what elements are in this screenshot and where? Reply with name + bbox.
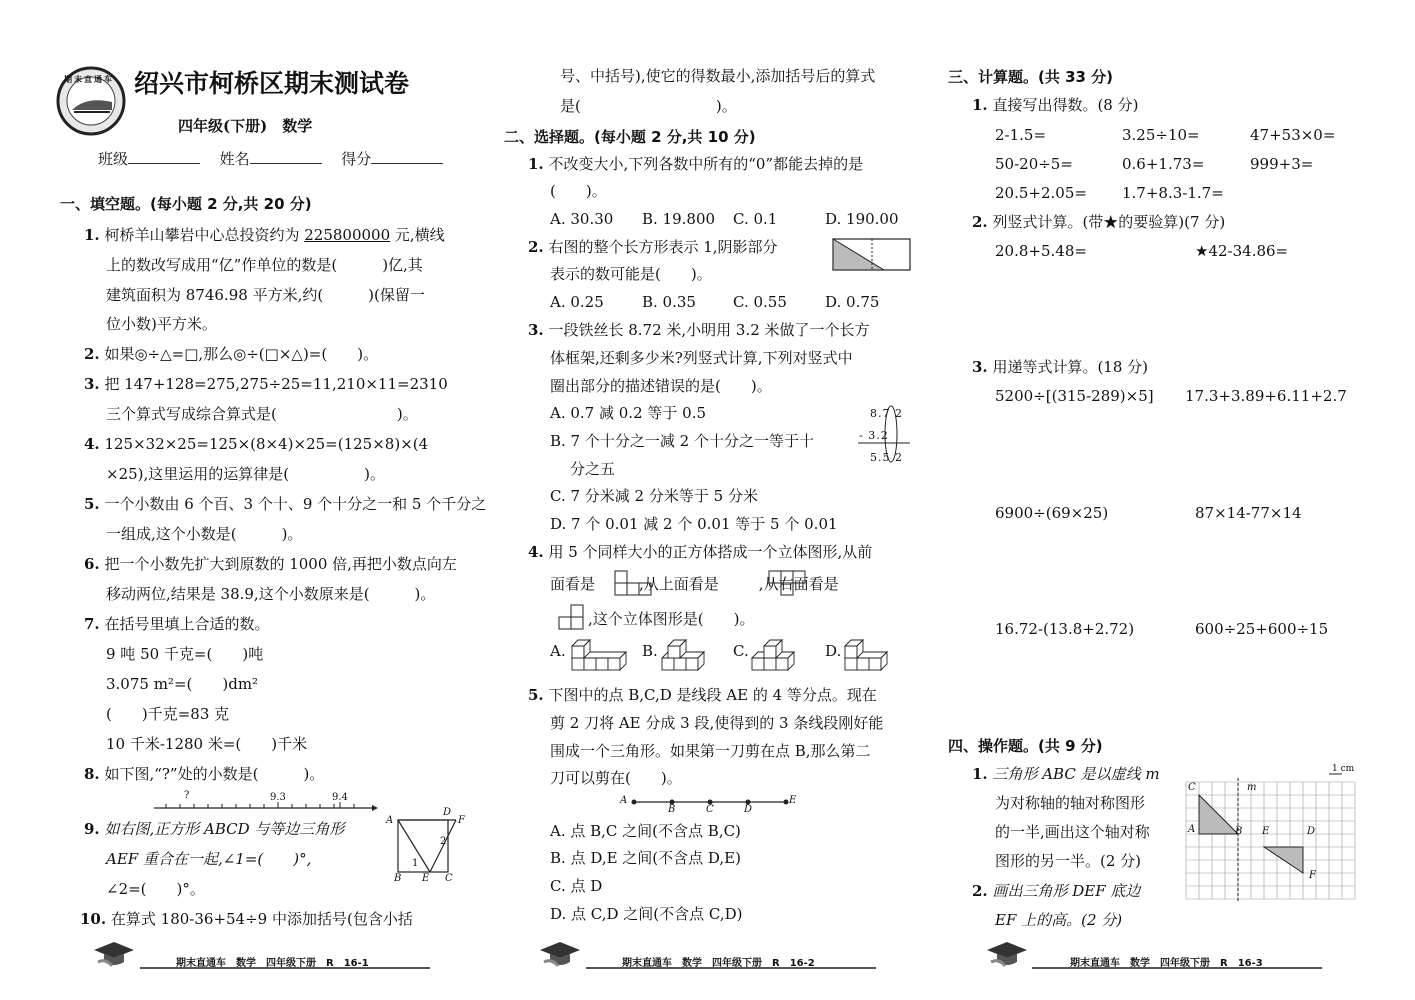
c1-item-1: 2-1.5= bbox=[995, 126, 1047, 144]
cube-option-b-icon[interactable] bbox=[660, 640, 706, 674]
footer-page1: 期末直通车 数学 四年级下册 R 16-1 bbox=[176, 958, 369, 969]
q2-1-opt-a[interactable]: A. 30.30 bbox=[550, 210, 614, 228]
c3-item-1: 5200÷[(315-289)×5] bbox=[995, 387, 1154, 405]
section4-heading: 四、操作题。(共 9 分) bbox=[948, 737, 1103, 755]
q2-4-opt-a[interactable]: A. bbox=[550, 642, 566, 660]
fig-label-A: A bbox=[386, 815, 394, 826]
calc-row-1: 8.7 2 bbox=[870, 407, 903, 420]
class-label: 班级 bbox=[98, 150, 129, 168]
fig-label-angle1: 1 bbox=[412, 858, 419, 869]
q2-1: 1. 不改变大小,下列各数中所有的“0”都能去掉的是 bbox=[528, 155, 864, 173]
score-field[interactable] bbox=[371, 163, 443, 164]
q2-4-line2: 面看是 ,从上面看是 ,从右面看是 bbox=[550, 575, 839, 593]
q1-line3: 建筑面积为 8746.98 平方米,约( )(保留一 bbox=[106, 286, 425, 304]
q2-3-line2: 体框架,还剩多少米?列竖式计算,下列对竖式中 bbox=[550, 349, 853, 367]
q1-2: 2. 如果◎÷△=□,那么◎÷(□×△)=( )。 bbox=[84, 345, 379, 363]
q1-4: 4. 125×32×25=125×(8×4)×25=(125×8)×(4 bbox=[84, 435, 429, 453]
c1-item-4: 50-20÷5= bbox=[995, 155, 1073, 173]
c3-item-3: 6900÷(69×25) bbox=[995, 504, 1109, 522]
o-2: 2. 画出三角形 DEF 底边 bbox=[972, 882, 1141, 900]
q1-5-line2: 一组成,这个小数是( )。 bbox=[106, 525, 303, 543]
logo-text: 期末直通车 bbox=[64, 74, 114, 84]
section2-heading: 二、选择题。(每小题 2 分,共 10 分) bbox=[504, 128, 756, 146]
c1-item-3: 47+53×0= bbox=[1250, 126, 1336, 144]
q2-4: 4. 用 5 个同样大小的正方体搭成一个立体图形,从前 bbox=[528, 543, 873, 561]
q1-3-line2: 三个算式写成综合算式是( )。 bbox=[106, 405, 418, 423]
q2-5-opt-c[interactable]: C. 点 D bbox=[550, 877, 603, 895]
triangle-abc bbox=[1199, 795, 1238, 834]
c-2: 2. 列竖式计算。(带★的要验算)(7 分) bbox=[972, 213, 1226, 231]
subtitle: 四年级(下册) 数学 bbox=[178, 117, 313, 135]
calc-row-3: 5.5 2 bbox=[870, 451, 903, 464]
fig-label-B: B bbox=[394, 873, 402, 884]
q2-1-opt-c[interactable]: C. 0.1 bbox=[733, 210, 778, 228]
c3-item-5: 16.72-(13.8+2.72) bbox=[995, 620, 1135, 638]
mortarboard-icon bbox=[538, 940, 582, 970]
q1-10-line3: 是( )。 bbox=[560, 97, 737, 115]
q2-1-opt-b[interactable]: B. 19.800 bbox=[642, 210, 716, 228]
grid-label-A: A bbox=[1188, 824, 1196, 835]
underlined-number: 225800000 bbox=[304, 226, 391, 244]
q2-4-opt-d[interactable]: D. bbox=[825, 642, 842, 660]
q1-4-line2: ×25),这里运用的运算律是( )。 bbox=[106, 465, 385, 483]
grid-label-F: F bbox=[1309, 870, 1316, 881]
section1-heading: 一、填空题。(每小题 2 分,共 20 分) bbox=[60, 195, 312, 213]
q1-7: 7. 在括号里填上合适的数。 bbox=[84, 615, 270, 633]
calc-row-2: - 3.2 bbox=[859, 429, 889, 442]
page-title: 绍兴市柯桥区期末测试卷 bbox=[134, 69, 410, 98]
c3-item-6: 600÷25+600÷15 bbox=[1195, 620, 1329, 638]
grid-scale-label: 1 cm bbox=[1332, 764, 1355, 774]
shaded-rectangle-figure bbox=[832, 238, 912, 272]
q1-6-line2: 移动两位,结果是 38.9,这个小数原来是( )。 bbox=[106, 585, 436, 603]
c-1: 1. 直接写出得数。(8 分) bbox=[972, 96, 1139, 114]
q2-5-opt-a[interactable]: A. 点 B,C 之间(不含点 B,C) bbox=[550, 822, 741, 840]
q2-4-opt-b[interactable]: B. bbox=[642, 642, 658, 660]
c1-item-6: 999+3= bbox=[1250, 155, 1314, 173]
q2-2: 2. 右图的整个长方形表示 1,阴影部分 bbox=[528, 238, 778, 256]
q2-2-opt-a[interactable]: A. 0.25 bbox=[550, 293, 604, 311]
q2-1-opt-d[interactable]: D. 190.00 bbox=[825, 210, 899, 228]
q2-4-opt-c[interactable]: C. bbox=[733, 642, 749, 660]
name-field[interactable] bbox=[250, 163, 322, 164]
score-label: 得分 bbox=[341, 150, 372, 168]
o-2-line2: EF 上的高。(2 分) bbox=[995, 911, 1123, 929]
q1-3: 3. 把 147+128=275,275÷25=11,210×11=2310 bbox=[84, 375, 448, 393]
grid-label-C: C bbox=[1188, 782, 1196, 793]
q2-5-line2: 剪 2 刀将 AE 分成 3 段,使得到的 3 条线段刚好能 bbox=[550, 714, 884, 732]
name-fields bbox=[98, 148, 443, 170]
q2-5-line3: 围成一个三角形。如果第一刀剪在点 B,那么第二 bbox=[550, 742, 871, 760]
q2-3-opt-b[interactable]: B. 7 个十分之一减 2 个十分之一等于十 bbox=[550, 432, 814, 450]
q1-9-line3: ∠2=( )°。 bbox=[106, 880, 205, 898]
q1-8: 8. 如下图,“?”处的小数是( )。 bbox=[84, 765, 325, 783]
name-label: 姓名 bbox=[219, 150, 250, 168]
c1-item-7: 20.5+2.05= bbox=[995, 184, 1087, 202]
q2-5-opt-b[interactable]: B. 点 D,E 之间(不含点 D,E) bbox=[550, 849, 741, 867]
c-3: 3. 用递等式计算。(18 分) bbox=[972, 358, 1149, 376]
footer-page2: 期末直通车 数学 四年级下册 R 16-2 bbox=[622, 958, 815, 969]
o-1-line3: 的一半,画出这个轴对称 bbox=[995, 823, 1150, 841]
o-1-line2: 为对称轴的轴对称图形 bbox=[995, 794, 1146, 812]
point-D: D bbox=[744, 804, 753, 815]
q2-5-line4: 刀可以剪在( )。 bbox=[550, 769, 682, 787]
q2-3: 3. 一段铁丝长 8.72 米,小明用 3.2 米做了一个长方 bbox=[528, 321, 870, 339]
mortarboard-icon bbox=[985, 940, 1029, 970]
c2-item-1: 20.8+5.48= bbox=[995, 242, 1087, 260]
q2-5: 5. 下图中的点 B,C,D 是线段 AE 的 4 等分点。现在 bbox=[528, 686, 877, 704]
q2-2-opt-c[interactable]: C. 0.55 bbox=[733, 293, 787, 311]
axis-label-9-4: 9.4 bbox=[332, 792, 348, 803]
q1-7-b: 3.075 m²=( )dm² bbox=[106, 675, 259, 693]
grid-figure[interactable] bbox=[1184, 778, 1362, 908]
q2-3-opt-b-cont: 分之五 bbox=[570, 460, 616, 478]
c1-item-5: 0.6+1.73= bbox=[1122, 155, 1205, 173]
o-1: 1. 三角形 ABC 是以虚线 m bbox=[972, 765, 1160, 783]
q2-5-opt-d[interactable]: D. 点 C,D 之间(不含点 C,D) bbox=[550, 905, 743, 923]
class-field[interactable] bbox=[128, 163, 200, 164]
q1-7-a: 9 吨 50 千克=( )吨 bbox=[106, 645, 264, 663]
fig-label-C: C bbox=[445, 873, 453, 884]
point-E: E bbox=[789, 795, 797, 806]
fig-label-D: D bbox=[443, 807, 452, 818]
q2-2-opt-b[interactable]: B. 0.35 bbox=[642, 293, 696, 311]
q1-9-line2: AEF 重合在一起,∠1=( )°, bbox=[106, 850, 312, 868]
top-view-icon bbox=[768, 570, 808, 596]
q2-1-line2: ( )。 bbox=[550, 182, 607, 200]
point-C: C bbox=[706, 804, 714, 815]
grid-label-B: B bbox=[1235, 826, 1243, 837]
fig-label-angle2: 2 bbox=[440, 836, 447, 847]
q2-2-opt-d[interactable]: D. 0.75 bbox=[825, 293, 880, 311]
q2-2-line2: 表示的数可能是( )。 bbox=[550, 265, 712, 283]
point-B: B bbox=[668, 804, 676, 815]
axis-label-question: ? bbox=[184, 790, 190, 801]
q1-line4: 位小数)平方米。 bbox=[106, 315, 217, 333]
q1-1: 1. 柯桥羊山攀岩中心总投资约为 225800000 元,横线 bbox=[84, 226, 445, 244]
c3-item-4: 87×14-77×14 bbox=[1195, 504, 1302, 522]
mortarboard-icon bbox=[92, 940, 136, 970]
q2-4-line3: ,这个立体图形是( )。 bbox=[588, 610, 755, 628]
q2-3-opt-c[interactable]: C. 7 分米减 2 分米等于 5 分米 bbox=[550, 487, 758, 505]
c2-item-2: ★42-34.86= bbox=[1195, 242, 1289, 260]
q1-7-d: 10 千米-1280 米=( )千米 bbox=[106, 735, 308, 753]
fig-label-F: F bbox=[458, 815, 465, 826]
q2-3-line3: 圈出部分的描述错误的是( )。 bbox=[550, 377, 772, 395]
section3-heading: 三、计算题。(共 33 分) bbox=[948, 68, 1114, 86]
cube-option-a-icon[interactable] bbox=[570, 640, 628, 674]
grid-label-m: m bbox=[1247, 782, 1257, 793]
grid-label-E: E bbox=[1262, 826, 1270, 837]
o-1-line4: 图形的另一半。(2 分) bbox=[995, 852, 1142, 870]
footer-page3: 期末直通车 数学 四年级下册 R 16-3 bbox=[1070, 958, 1263, 969]
q1-10: 10. 在算式 180-36+54÷9 中添加括号(包含小括 bbox=[80, 910, 413, 928]
cube-option-c-icon[interactable] bbox=[750, 640, 800, 674]
q1-10-line2: 号、中括号),使它的得数最小,添加括号后的算式 bbox=[560, 67, 876, 85]
point-A: A bbox=[620, 795, 628, 806]
axis-label-9-3: 9.3 bbox=[270, 792, 286, 803]
q1-9: 9. 如右图,正方形 ABCD 与等边三角形 bbox=[84, 820, 345, 838]
cube-option-d-icon[interactable] bbox=[843, 640, 893, 674]
q1-6: 6. 把一个小数先扩大到原数的 1000 倍,再把小数点向左 bbox=[84, 555, 457, 573]
c1-item-8: 1.7+8.3-1.7= bbox=[1122, 184, 1224, 202]
grid-label-D: D bbox=[1307, 826, 1316, 837]
c1-item-2: 3.25÷10= bbox=[1122, 126, 1200, 144]
q1-line2: 上的数改写成用“亿”作单位的数是( )亿,其 bbox=[106, 256, 423, 274]
front-view-icon bbox=[614, 570, 654, 596]
q2-3-opt-a[interactable]: A. 0.7 减 0.2 等于 0.5 bbox=[550, 404, 707, 422]
q1-7-c: ( )千克=83 克 bbox=[106, 705, 230, 723]
q2-3-opt-d[interactable]: D. 7 个 0.01 减 2 个 0.01 等于 5 个 0.01 bbox=[550, 515, 838, 533]
q1-5: 5. 一个小数由 6 个百、3 个十、9 个十分之一和 5 个千分之 bbox=[84, 495, 487, 513]
right-view-icon bbox=[558, 604, 586, 630]
c3-item-2: 17.3+3.89+6.11+2.7 bbox=[1185, 387, 1347, 405]
fig-label-E: E bbox=[422, 873, 430, 884]
